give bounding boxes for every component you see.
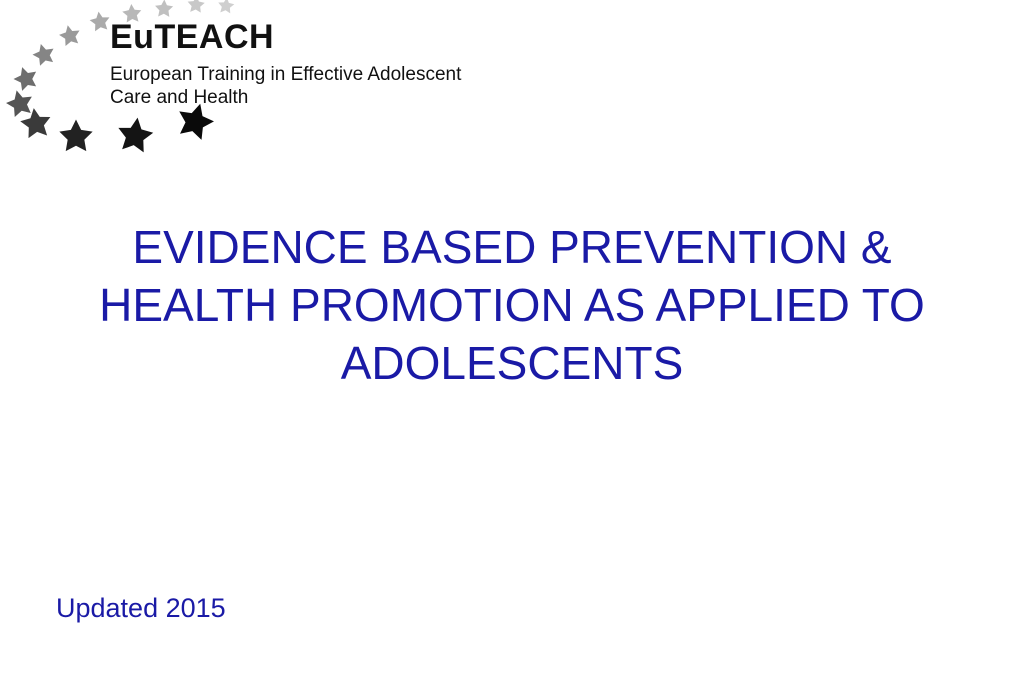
logo-subtitle-line-1: European Training in Effective Adolescent [110,64,462,85]
logo-name: EuTEACH [110,18,275,56]
updated-note: Updated 2015 [56,593,226,623]
slide-title-line-1: EVIDENCE BASED PREVENTION & [132,221,892,273]
slide-title [20,218,1004,392]
slide-title-line-2: HEALTH PROMOTION AS APPLIED TO [99,279,925,331]
slide-title-line-3: ADOLESCENTS [340,337,684,389]
logo-subtitle [110,63,461,109]
logo-subtitle-line-2: Care and Health [110,87,249,108]
